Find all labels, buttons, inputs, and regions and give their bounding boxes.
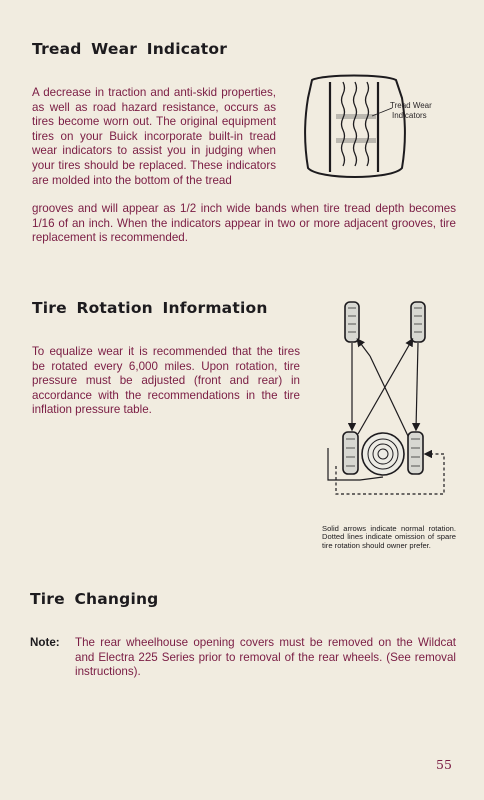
tire-outline bbox=[305, 76, 405, 178]
tire-rotation-heading: Tire Rotation Information bbox=[32, 299, 268, 317]
tire-changing-heading: Tire Changing bbox=[30, 590, 159, 608]
tire-rear-right bbox=[408, 432, 423, 474]
arrow-rear-right-to-spare bbox=[370, 356, 408, 436]
arrow-to-front-left bbox=[358, 340, 370, 356]
tire-rotation-caption: Solid arrows indicate normal rotation. Dotted lines indicate omission of spare tire rotation should owner prefer. bbox=[322, 523, 456, 551]
page-number: 55 bbox=[436, 757, 452, 772]
tire-front-right bbox=[411, 302, 425, 342]
tread-wear-paragraph-intro: A decrease in traction and anti-skid properties, as well as road hazard resistance, occurs as tires become worn out. The original equipment tires on your Buick incorporate built-in tread wear indicators to assist you in judging when your tires should be replaced. These indicators are molded into the bottom of the tread bbox=[32, 86, 276, 187]
tire-rotation-diagram bbox=[320, 296, 460, 502]
tread-wear-paragraph-rest: grooves and will appear as 1/2 inch wide bands when tire tread depth becomes 1/16 of an inch. When the indicators appear in two or more adjacent grooves, tire replacement is recommended. bbox=[32, 202, 456, 245]
tire-rotation-paragraph: To equalize wear it is recommended that the tires be rotated every 6,000 miles. Upon rotation, tire pressure must be adjusted (front and rear) in accordance with the recommendations in the tire inflation pressure table. bbox=[32, 345, 300, 417]
note-label: Note: bbox=[30, 636, 60, 649]
tread-wear-heading: Tread Wear Indicator bbox=[32, 40, 228, 58]
note-text: The rear wheelhouse opening covers must be removed on the Wildcat and Electra 225 Series prior to removal of the rear wheels. (See removal instructions). bbox=[75, 636, 456, 679]
tread-wear-illustration bbox=[300, 72, 460, 184]
tire-rear-left bbox=[343, 432, 358, 474]
arrow-front-right-to-rear-right bbox=[416, 343, 418, 429]
tread-wear-label-line1: Tread Wear bbox=[390, 101, 432, 110]
spare-tire bbox=[362, 433, 404, 475]
tread-wear-label-line2: Indicators bbox=[392, 111, 427, 120]
tire-front-left bbox=[345, 302, 359, 342]
